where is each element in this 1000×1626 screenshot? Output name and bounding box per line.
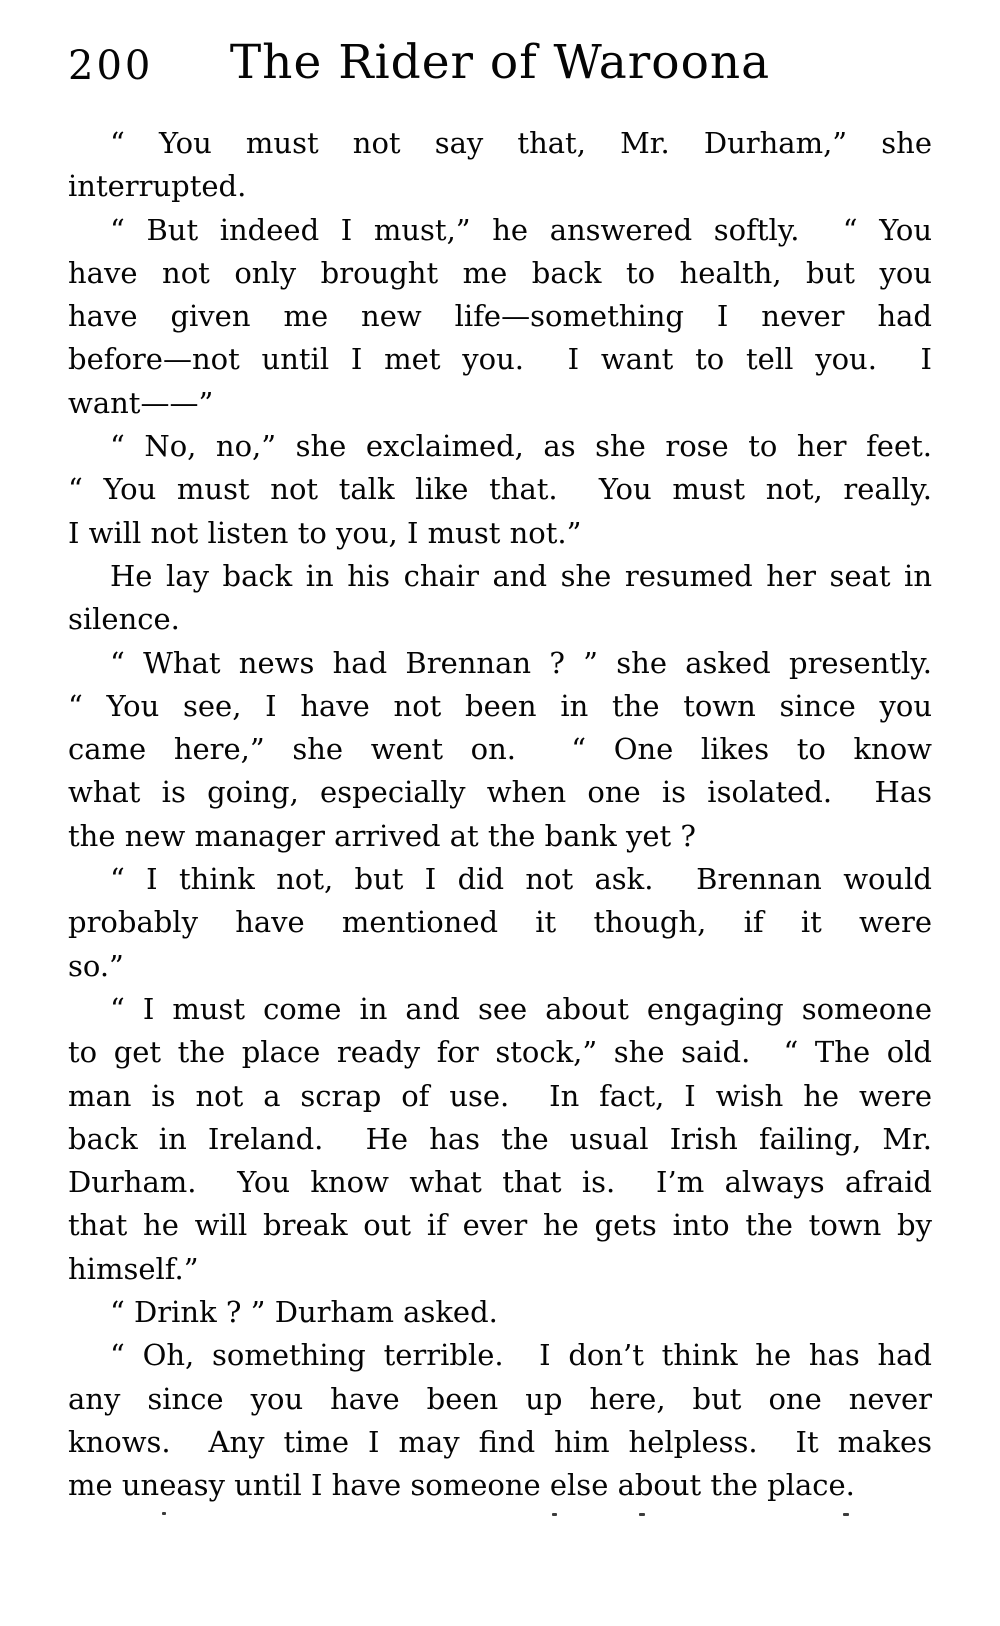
scan-speck xyxy=(162,1512,166,1515)
text-line: Durham. You know what that is. I’m always afraid xyxy=(68,1165,932,1200)
text-line: “ You must not talk like that. You must not, really. xyxy=(68,472,932,507)
page-number: 200 xyxy=(68,43,154,89)
text-line: the new manager arrived at the bank yet ? xyxy=(68,818,696,853)
text-line: interrupted. xyxy=(68,169,247,204)
text-line: man is not a scrap of use. In fact, I wish he were xyxy=(68,1078,932,1113)
text-line: any since you have been up here, but one never xyxy=(68,1381,932,1416)
text-line: probably have mentioned it though, if it were xyxy=(68,905,932,940)
text-line: to get the place ready for stock,” she said. “ The old xyxy=(68,1035,932,1070)
paragraph xyxy=(68,122,932,209)
text-line: “ What news had Brennan ? ” she asked presently. xyxy=(110,645,932,680)
text-line: “ But indeed I must,” he answered softly. “ You xyxy=(110,212,932,247)
text-line: want——” xyxy=(68,385,214,420)
text-line: He lay back in his chair and she resumed her seat in xyxy=(110,558,932,593)
page-header xyxy=(68,36,932,102)
text-line: “ You see, I have not been in the town since you xyxy=(68,688,932,723)
scan-speck xyxy=(639,1513,645,1516)
text-line: “ Oh, something terrible. I don’t think he has had xyxy=(110,1338,932,1373)
scan-speck xyxy=(843,1513,849,1516)
paragraph xyxy=(68,1334,932,1507)
text-line: have given me new life—something I never had xyxy=(68,299,932,334)
text-line: before—not until I met you. I want to tell you. I xyxy=(68,342,932,377)
text-line: what is going, especially when one is isolated. Has xyxy=(68,775,932,810)
text-line: “ You must not say that, Mr. Durham,” she xyxy=(110,126,932,160)
text-line: “ Drink ? ” Durham asked. xyxy=(110,1295,498,1330)
text-line: have not only brought me back to health, but you xyxy=(68,255,932,290)
paragraph xyxy=(68,858,932,988)
text-line: that he will break out if ever he gets into the town by xyxy=(68,1208,932,1243)
paragraph xyxy=(68,555,932,642)
text-line: “ I must come in and see about engaging someone xyxy=(110,991,932,1026)
paragraph xyxy=(68,1291,932,1334)
paragraph xyxy=(68,209,932,425)
text-line: knows. Any time I may find him helpless. It makes xyxy=(68,1424,932,1459)
text-line: “ No, no,” she exclaimed, as she rose to her feet. xyxy=(110,429,932,464)
running-title: The Rider of Waroona xyxy=(229,35,771,90)
text-line: came here,” she went on. “ One likes to know xyxy=(68,732,932,767)
text-line: so.” xyxy=(68,948,124,983)
text-line: me uneasy until I have someone else about the place. xyxy=(68,1468,855,1503)
text-line: back in Ireland. He has the usual Irish failing, Mr. xyxy=(68,1121,932,1156)
paragraph xyxy=(68,425,932,555)
text-line: “ I think not, but I did not ask. Brennan would xyxy=(110,862,932,897)
paragraph xyxy=(68,988,932,1291)
text-line: I will not listen to you, I must not.” xyxy=(68,515,582,550)
scan-speck xyxy=(552,1513,557,1516)
paragraph xyxy=(68,642,932,858)
page-text xyxy=(68,122,932,1508)
text-line: himself.” xyxy=(68,1251,199,1286)
text-line: silence. xyxy=(68,602,180,637)
